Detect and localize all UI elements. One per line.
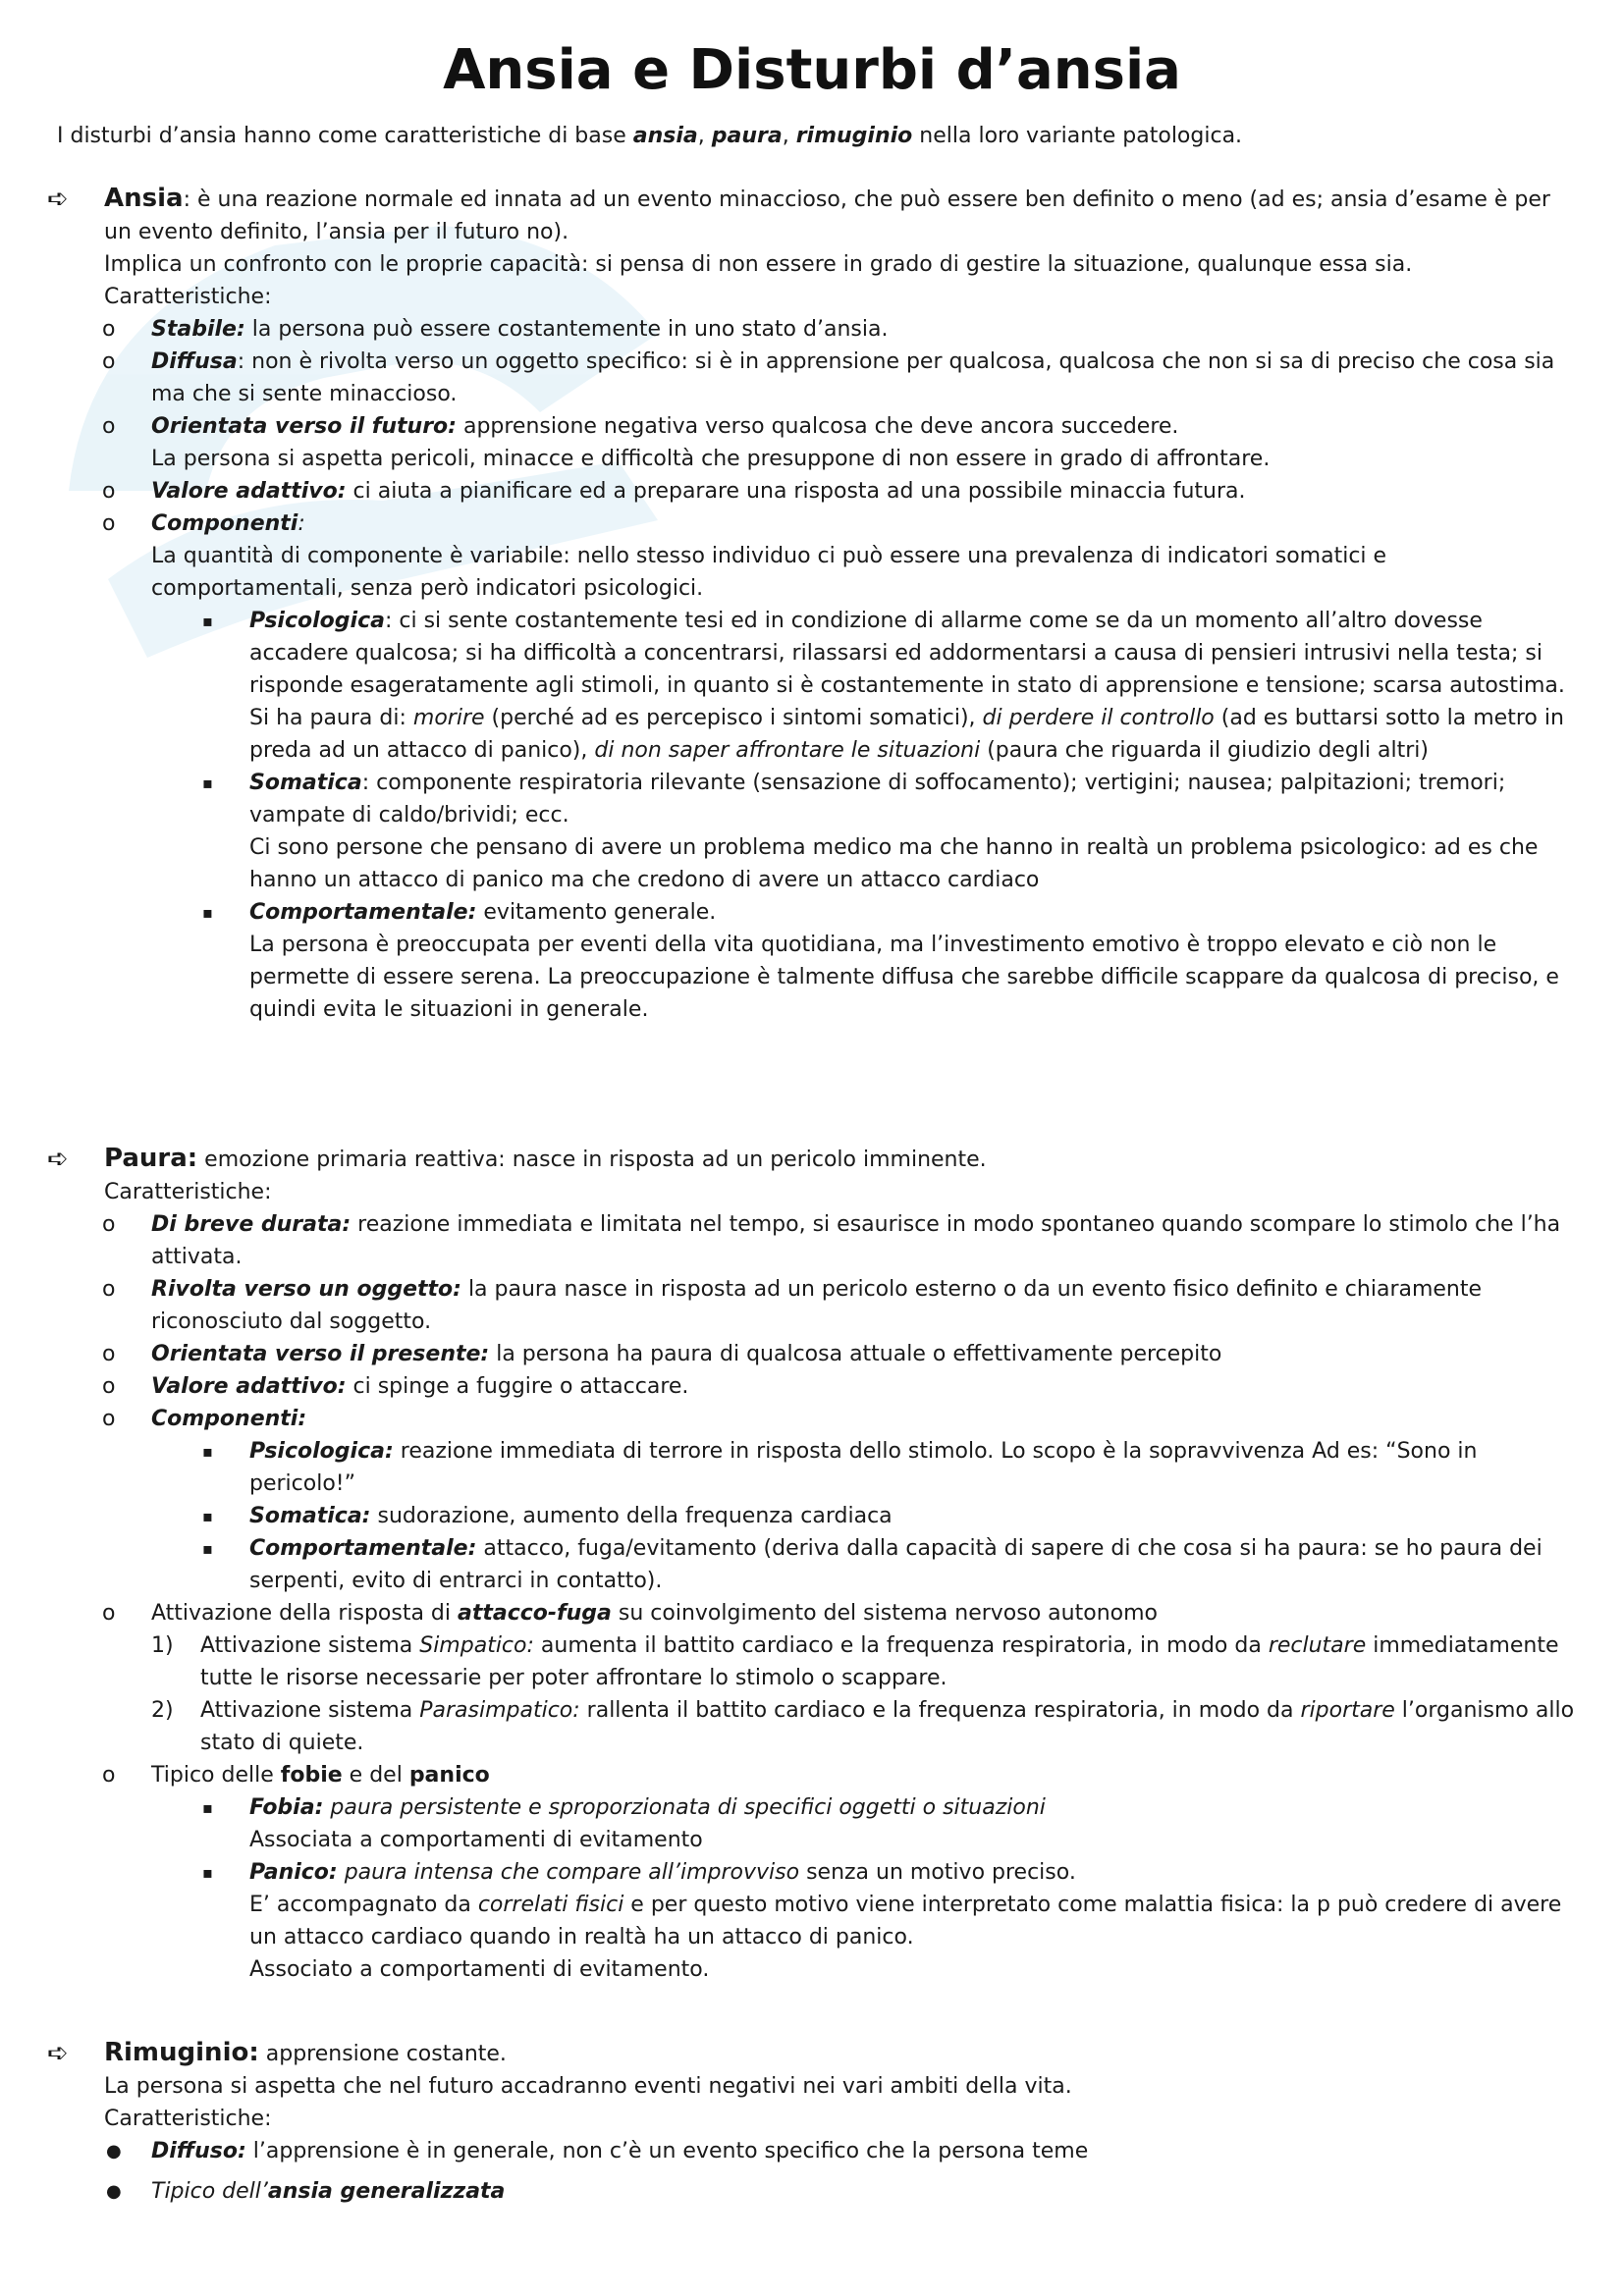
list-item: ● Tipico dell’ansia generalizzata [106,2179,506,2204]
list-item: o Stabile: la persona può essere costantemente in uno stato d’ansia. [102,317,889,342]
list-item: o Valore adattivo: ci aiuta a pianificare ed a preparare una risposta ad una possibile minaccia futura. [102,479,1246,504]
list-item: o Valore adattivo: ci spinge a fuggire o attaccare. [102,1374,689,1399]
list-item: o Componenti: [102,511,305,536]
sub-list-continuation: Associato a comportamenti di evitamento. [249,1957,710,1982]
sub-list-item: ▪ Somatica: sudorazione, aumento della frequenza cardiaca [202,1504,893,1528]
ansia-line2: Implica un confronto con le proprie capacità: si pensa di non essere in grado di gestire la situazione, qualunque essa sia. [104,252,1413,277]
list-item-continuation: La persona si aspetta pericoli, minacce e difficoltà che presuppone di non essere in grado di affrontare. [151,447,1271,471]
section-ansia [47,183,1577,1026]
arrow-bullet-icon: ➪ [47,2039,69,2068]
sub-list-continuation: E’ accompagnato da correlati fisici e per questo motivo viene interpretato come malattia fisica: la p può credere di avere un attacco cardiaco quando in realtà ha un attacco di panico. [249,1893,1562,1949]
ansia-caratteristiche-label: Caratteristiche: [104,285,272,309]
rimuginio-caratteristiche-label: Caratteristiche: [104,2107,272,2131]
sub-list-continuation: La persona è preoccupata per eventi della vita quotidiana, ma l’investimento emotivo è troppo elevato e ciò non le permette di essere serena. La preoccupazione è talmente diffusa che sarebbe difficile scappare da qualcosa di preciso, e quindi evita le situazioni in generale. [249,933,1559,1022]
intro-paragraph: I disturbi d’ansia hanno come caratteristiche di base ansia, paura, rimuginio nella loro variante patologica. [57,124,1243,148]
list-item: ● Diffuso: l’apprensione è in generale, non c’è un evento specifico che la persona teme [106,2139,1089,2163]
paura-caratteristiche-label: Caratteristiche: [104,1180,272,1204]
sub-list-continuation: Associata a comportamenti di evitamento [249,1828,703,1852]
list-item: o Orientata verso il presente: la persona ha paura di qualcosa attuale o effettivamente percepito [102,1342,1222,1366]
list-item: o Componenti: [102,1407,307,1431]
section-paura [47,1143,1577,1986]
page-title: Ansia e Disturbi d’ansia [443,38,1181,102]
list-item-continuation: La quantità di componente è variabile: nello stesso individuo ci può essere una prevalenza di indicatori somatici e comportamentali, senza però indicatori psicologici. [151,544,1387,601]
numbered-item: 2) Attivazione sistema Parasimpatico: rallenta il battito cardiaco e la frequenza respiratoria, in modo da riportare l’organismo allo stato di quiete. [151,1698,1575,1755]
section-rimuginio [47,2037,1577,2208]
sub-list-item: ▪ Somatica: componente respiratoria rilevante (sensazione di soffocamento); vertigini; nausea; palpitazioni; tremori; vampate di caldo/brividi; ecc. [202,771,1506,828]
paura-definition: Paura: emozione primaria reattiva: nasce in risposta ad un pericolo imminente. [104,1144,987,1173]
list-item: o Diffusa: non è rivolta verso un oggetto specifico: si è in apprensione per qualcosa, qualcosa che non si sa di preciso che cosa sia ma che si sente minaccioso. [102,349,1555,406]
numbered-item: 1) Attivazione sistema Simpatico: aumenta il battito cardiaco e la frequenza respiratoria, in modo da reclutare immediatamente tutte le risorse necessarie per poter affrontare lo stimolo o scappare. [151,1633,1559,1690]
sub-list-item: ▪ Psicologica: ci si sente costantemente tesi ed in condizione di allarme come se da un momento all’altro dovesse accadere qualcosa; si ha difficoltà a concentrarsi, rilassarsi ed addormentarsi a causa di pensieri intrusivi nella testa; si risponde esageratamente agli stimoli, in quanto si è costantemente in stato di apprensione e tensione; scarsa autostima. [202,609,1565,698]
rimuginio-definition: Rimuginio: apprensione costante. [104,2038,507,2067]
sub-list-continuation: Si ha paura di: morire (perché ad es percepisco i sintomi somatici), di perdere il controllo (ad es buttarsi sotto la metro in preda ad un attacco di panico), di non saper affrontare le situazioni (paura che riguarda il giudizio degli altri) [249,706,1564,763]
sub-list-item: ▪ Comportamentale: attacco, fuga/evitamento (deriva dalla capacità di sapere di che cosa si ha paura: se ho paura dei serpenti, evito di entrarci in contatto). [202,1536,1543,1593]
list-item: o Tipico delle fobie e del panico [102,1763,490,1788]
ansia-definition: Ansia: è una reazione normale ed innata ad un evento minaccioso, che può essere ben definito o meno (ad es; ansia d’esame è per un evento definito, l’ansia per il futuro no). [104,184,1550,244]
sub-list-continuation: Ci sono persone che pensano di avere un problema medico ma che hanno in realtà un problema psicologico: ad es che hanno un attacco di panico ma che credono di avere un attacco cardiaco [249,835,1539,892]
list-item: o Attivazione della risposta di attacco-fuga su coinvolgimento del sistema nervoso autonomo [102,1601,1158,1626]
arrow-bullet-icon: ➪ [47,185,69,214]
sub-list-item: ▪ Psicologica: reazione immediata di terrore in risposta dello stimolo. Lo scopo è la sopravvivenza Ad es: “Sono in pericolo!” [202,1439,1478,1496]
list-item: o Orientata verso il futuro: apprensione negativa verso qualcosa che deve ancora succedere. [102,414,1179,439]
rimuginio-line2: La persona si aspetta che nel futuro accadranno eventi negativi nei vari ambiti della vita. [104,2074,1072,2099]
arrow-bullet-icon: ➪ [47,1145,69,1174]
list-item: o Di breve durata: reazione immediata e limitata nel tempo, si esaurisce in modo spontaneo quando scompare lo stimolo che l’ha attivata. [102,1212,1561,1269]
sub-list-item: ▪ Fobia: paura persistente e sproporzionata di specifici oggetti o situazioni [202,1795,1046,1820]
sub-list-item: ▪ Panico: paura intensa che compare all’improvviso senza un motivo preciso. [202,1860,1076,1885]
list-item: o Rivolta verso un oggetto: la paura nasce in risposta ad un pericolo esterno o da un evento fisico definito e chiaramente riconosciuto dal soggetto. [102,1277,1483,1334]
sub-list-item: ▪ Comportamentale: evitamento generale. [202,900,717,925]
